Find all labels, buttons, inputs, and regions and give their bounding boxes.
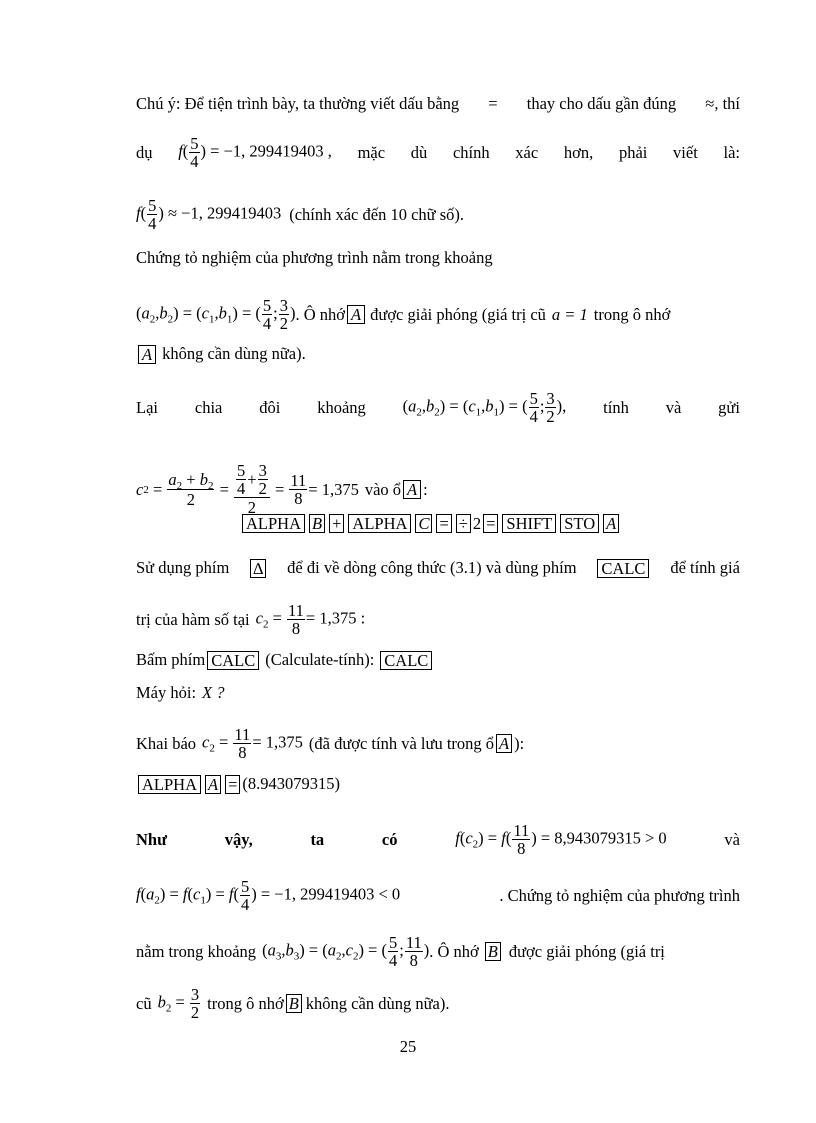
key-equals[interactable]: = <box>225 775 240 794</box>
calc-key[interactable]: CALC <box>380 651 432 670</box>
paragraph-thus <box>136 822 740 857</box>
paragraph-new-interval <box>136 934 740 969</box>
key-alpha[interactable]: ALPHA <box>138 775 201 794</box>
key-a[interactable]: A <box>603 514 619 533</box>
word: dù <box>410 142 428 162</box>
paragraph-interval-formula <box>136 297 740 332</box>
text: Khai báo <box>136 733 197 753</box>
text: trong ô nhớ <box>207 993 284 1013</box>
text: vào ổ <box>364 479 402 499</box>
text: trong ô nhớ <box>593 304 671 324</box>
memory-key-a[interactable]: A <box>496 734 512 753</box>
word: xác <box>515 142 539 162</box>
key-sequence-1 <box>240 514 660 534</box>
x-prompt: X ? <box>202 683 225 702</box>
word: khoảng <box>317 397 366 417</box>
word: gửi <box>718 397 740 417</box>
interval-formula: $(a_3,b_3) = (a_2,c_2)$ = ( $\frac{5}{4}$ ; $\frac{11}{8}$ ) <box>262 933 430 970</box>
paragraph-not-needed <box>136 344 740 364</box>
key-equals[interactable]: = <box>483 514 498 533</box>
key-a[interactable]: A <box>205 775 221 794</box>
text: . Ô nhớ <box>295 304 346 324</box>
key-sequence-2 <box>136 774 740 794</box>
calc-result: (8.943079315) <box>242 774 341 793</box>
text: để đi về dòng công thức (3.1) và dùng phím <box>287 558 577 577</box>
f-c2-formula: $f(c_2) = f$( $\frac{11}{8}$ ) = 8,943079315 > 0 <box>455 821 667 858</box>
word: ta <box>310 829 325 849</box>
paragraph-halving <box>136 390 740 425</box>
memory-key-a[interactable]: A <box>403 480 421 499</box>
key-equals[interactable]: = <box>436 514 451 533</box>
c2-value: $c_2$ = $\frac{11}{8}$ = 1,375 <box>202 725 303 762</box>
word: và <box>724 829 740 849</box>
text: không cần dùng nữa). <box>162 344 306 363</box>
text: Sử dụng phím <box>136 558 230 577</box>
word: phải <box>618 142 648 162</box>
paragraph-note-line2 <box>136 135 740 170</box>
text: ): <box>514 733 525 753</box>
key-sto[interactable]: STO <box>560 514 599 533</box>
text: để tính giá <box>670 558 740 577</box>
text: (đã được tính và lưu trong ổ <box>308 733 495 753</box>
text: được giải phóng (giá trị cũ <box>370 304 546 324</box>
paragraph-note-line3 <box>136 197 740 232</box>
word: và <box>665 397 682 417</box>
key-alpha[interactable]: ALPHA <box>242 514 305 533</box>
paragraph-interval: Chứng tỏ nghiệm của phương trình nằm trong khoảng <box>136 248 493 267</box>
digit-2: 2 <box>472 514 482 533</box>
precision-note: (chính xác đến 10 chữ số). <box>289 204 465 224</box>
key-c[interactable]: C <box>415 514 432 533</box>
a-equals-1: a = 1 <box>551 304 588 324</box>
word: tính <box>603 397 629 417</box>
paragraph-use-keys <box>136 558 740 578</box>
text: . Chứng tỏ nghiệm của phương trình <box>499 885 740 905</box>
memory-key-a[interactable]: A <box>138 345 156 364</box>
text: : <box>423 479 428 499</box>
note-lead: Chú ý: Để tiện trình bày, ta thường viết dấu bằng <box>136 94 460 113</box>
interval-formula: $(a_2,b_2) = (c_1,b_1)$ = ( $\frac{5}{4}$ ; $\frac{3}{2}$ ), <box>402 389 567 426</box>
calc-key[interactable]: CALC <box>597 559 649 578</box>
paragraph-note-line1 <box>136 94 740 114</box>
memory-key-b[interactable]: B <box>485 942 501 961</box>
formula-f54: f( $\frac{5}{4}$ ) = −1, 299419403 , <box>178 134 332 171</box>
paragraph-c2-formula <box>136 462 740 517</box>
key-divide[interactable]: ÷ <box>456 514 471 533</box>
page-number: 25 <box>399 1037 417 1056</box>
paragraph-f-a2 <box>136 878 740 913</box>
calc-key[interactable]: CALC <box>207 651 259 670</box>
text: Bấm phím <box>136 650 206 669</box>
word: vậy, <box>224 829 253 849</box>
text: không cần dùng nữa). <box>305 993 450 1013</box>
f-a2-formula: $f(a_2) = f(c_1) = f$( $\frac{5}{4}$ ) = −1, 299419403 < 0 <box>136 877 401 914</box>
word: hơn, <box>563 142 594 162</box>
paragraph-declare <box>136 726 740 761</box>
word: đôi <box>259 397 281 417</box>
equals-sign: = <box>488 94 498 113</box>
text: Máy hỏi: <box>136 683 197 702</box>
text: . Ô nhớ <box>429 941 479 961</box>
word: dụ <box>136 142 153 162</box>
text: cũ <box>136 993 152 1013</box>
word: Như <box>136 829 167 849</box>
key-b[interactable]: B <box>309 514 325 533</box>
c2-value: $c_2$ = $\frac{11}{8}$ = 1,375 : <box>255 601 366 638</box>
text: (Calculate-tính): <box>265 650 375 669</box>
note-mid: thay cho dấu gần đúng <box>526 94 677 113</box>
word: mặc <box>357 142 386 162</box>
text: được giải phóng (giá trị <box>508 941 665 961</box>
key-plus[interactable]: + <box>329 514 344 533</box>
b2-value: $b_2$ = $\frac{3}{2}$ <box>157 985 200 1022</box>
text: nằm trong khoảng <box>136 941 257 961</box>
memory-key-b[interactable]: B <box>286 994 302 1013</box>
text: trị của hàm số tại <box>136 609 250 629</box>
c2-formula: c 2 = $a_2 + b_2$ 2 = 5 4 + $\frac{3}{2}$ 2 = $\frac{11}{8}$ = 1,375 <box>136 461 359 517</box>
word: viết <box>673 142 698 162</box>
paragraph-evaluate-at <box>136 602 740 637</box>
approx-sign: ≈, thí <box>705 94 740 113</box>
word: có <box>381 829 398 849</box>
formula-f54-approx: f( $\frac{5}{4}$ ) ≈ −1, 299419403 <box>136 196 282 233</box>
delta-key[interactable]: ∆ <box>250 559 266 578</box>
paragraph-old-b2 <box>136 986 740 1021</box>
word: chia <box>194 397 223 417</box>
memory-key-a[interactable]: A <box>347 305 365 324</box>
paragraph-machine-asks <box>136 683 740 703</box>
key-shift[interactable]: SHIFT <box>502 514 556 533</box>
word: Lại <box>136 397 158 417</box>
word: chính <box>452 142 490 162</box>
paragraph-press-calc <box>136 650 740 670</box>
interval-formula: $(a_2,b_2) = (c_1,b_1)$ = ( $\frac{5}{4}$ ; $\frac{3}{2}$ ) <box>136 296 296 333</box>
key-alpha[interactable]: ALPHA <box>348 514 411 533</box>
word: là: <box>723 142 740 162</box>
